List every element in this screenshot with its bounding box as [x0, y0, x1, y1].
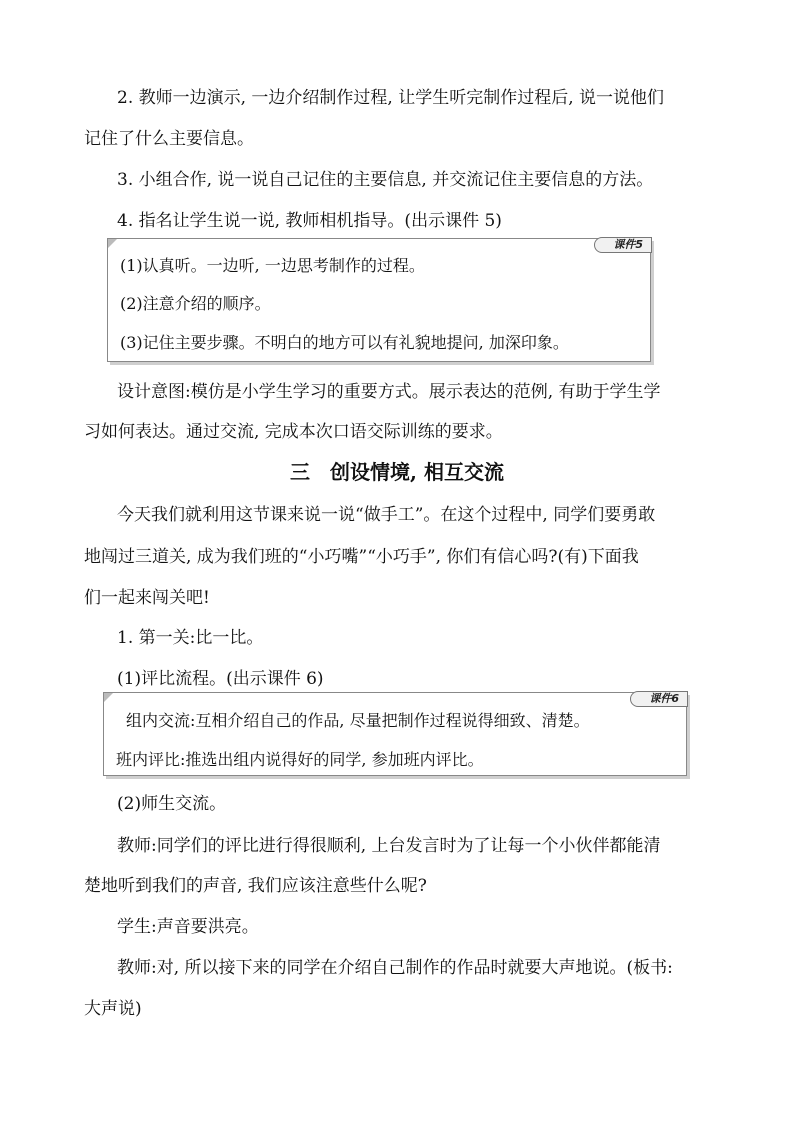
paragraph-step4: 4. 指名让学生说一说, 教师相机指导。(出示课件 5) — [117, 211, 502, 231]
teacher2-line1: 教师:对, 所以接下来的同学在介绍自己制作的作品时就要大声地说。(板书: — [117, 958, 673, 978]
intro-line2: 地闯过三道关, 成为我们班的“小巧嘴”“小巧手”, 你们有信心吗?(有)下面我 — [84, 547, 639, 567]
level1-title: 1. 第一关:比一比。 — [117, 628, 264, 648]
box6-line-1: 组内交流:互相介绍自己的作品, 尽量把制作过程说得细致、清楚。 — [126, 711, 590, 730]
level1-step2: (2)师生交流。 — [117, 794, 227, 814]
box-corner-mark — [104, 693, 113, 702]
box-corner-mark — [108, 239, 117, 248]
teacher-line1: 教师:同学们的评比进行得很顺利, 上台发言时为了让每一个小伙伴都能清 — [117, 836, 661, 856]
box5-line-1: (1)认真听。一边听, 一边思考制作的过程。 — [120, 256, 425, 275]
teacher2-line2: 大声说) — [84, 999, 142, 1019]
level1-step1: (1)评比流程。(出示课件 6) — [117, 669, 324, 689]
student-line: 学生:声音要洪亮。 — [117, 917, 259, 937]
intro-line1: 今天我们就利用这节课来说一说“做手工”。在这个过程中, 同学们要勇敢 — [117, 505, 656, 525]
box5-line-3: (3)记住主要步骤。不明白的地方可以有礼貌地提问, 加深印象。 — [120, 333, 569, 352]
paragraph-step2-line1: 2. 教师一边演示, 一边介绍制作过程, 让学生听完制作过程后, 说一说他们 — [117, 88, 665, 108]
teacher-line2: 楚地听到我们的声音, 我们应该注意些什么呢? — [84, 876, 427, 896]
courseware-box-5 — [107, 238, 651, 362]
box6-line-2: 班内评比:推选出组内说得好的同学, 参加班内评比。 — [116, 750, 484, 769]
courseware-box-6 — [103, 692, 687, 776]
intro-line3: 们一起来闯关吧! — [84, 588, 210, 608]
courseware-tag-5: 课件5 — [594, 237, 652, 253]
paragraph-step2-line2: 记住了什么主要信息。 — [84, 129, 254, 149]
design-intent-line2: 习如何表达。通过交流, 完成本次口语交际训练的要求。 — [84, 422, 503, 442]
courseware-tag-6: 课件6 — [630, 691, 688, 707]
design-intent-line1: 设计意图:模仿是小学生学习的重要方式。展示表达的范例, 有助于学生学 — [117, 382, 661, 402]
paragraph-step3: 3. 小组合作, 说一说自己记住的主要信息, 并交流记住主要信息的方法。 — [117, 170, 654, 190]
section-heading: 三 创设情境, 相互交流 — [290, 460, 504, 484]
box5-line-2: (2)注意介绍的顺序。 — [120, 294, 271, 313]
